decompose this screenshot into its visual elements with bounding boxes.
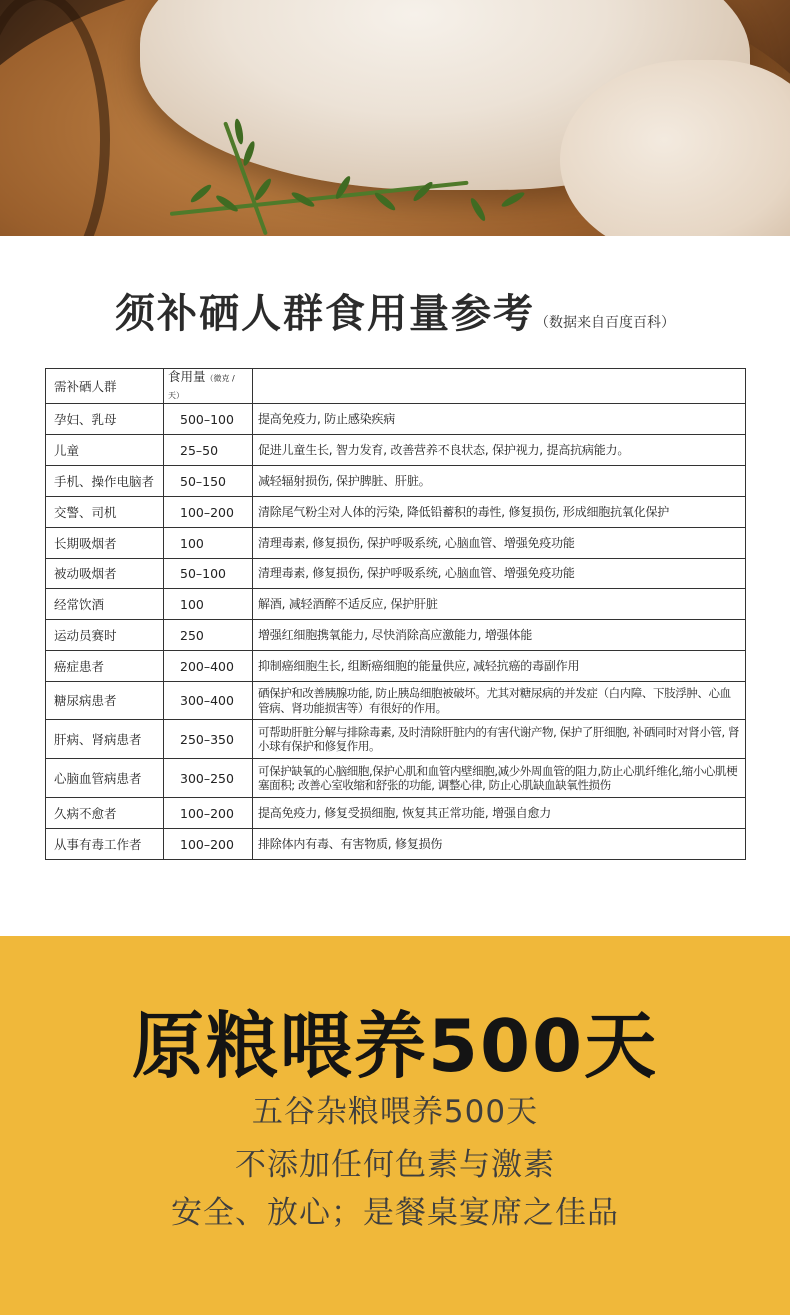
- table-row: [46, 497, 746, 528]
- page-title: 须补硒人群食用量参考: [115, 291, 535, 337]
- promo-headline: 原粮喂养500天: [131, 1004, 659, 1088]
- cell-group: 运动员赛时: [46, 620, 164, 651]
- cell-group: 交警、司机: [46, 497, 164, 528]
- cell-effect: 清除尾气粉尘对人体的污染, 降低铅蓄积的毒性, 修复损伤, 形成细胞抗氧化保护: [253, 497, 746, 528]
- cell-group: 孕妇、乳母: [46, 404, 164, 435]
- cell-amount: 100–200: [164, 798, 253, 829]
- source-note: （数据来自百度百科）: [535, 315, 675, 331]
- table-row: [46, 682, 746, 720]
- cell-effect: 促进儿童生长, 智力发育, 改善营养不良状态, 保护视力, 提高抗病能力。: [253, 435, 746, 466]
- cell-amount: 250: [164, 620, 253, 651]
- cell-amount: 100–200: [164, 497, 253, 528]
- cell-effect: 减轻辐射损伤, 保护脾脏、肝脏。: [253, 466, 746, 497]
- cell-amount: 200–400: [164, 651, 253, 682]
- cell-amount: 300–250: [164, 759, 253, 798]
- promo-line-2: 不添加任何色素与激素: [235, 1147, 555, 1183]
- table-row: [46, 404, 746, 435]
- cell-effect: 清理毒素, 修复损伤, 保护呼吸系统, 心脑血管、增强免疫功能: [253, 559, 746, 589]
- table-row: [46, 829, 746, 860]
- cell-group: 从事有毒工作者: [46, 829, 164, 860]
- promo-band: [0, 936, 790, 1315]
- cell-amount: 100: [164, 589, 253, 620]
- header-amount: [164, 369, 253, 404]
- cell-effect: 提高免疫力, 防止感染疾病: [253, 404, 746, 435]
- hero-photo: [0, 0, 790, 236]
- table-row: [46, 759, 746, 798]
- cell-group: 肝病、肾病患者: [46, 720, 164, 759]
- table-row: [46, 651, 746, 682]
- cell-group: 被动吸烟者: [46, 559, 164, 589]
- header-effect: [253, 369, 746, 404]
- cell-amount: 250–350: [164, 720, 253, 759]
- header-amount-label: 食用量: [168, 369, 206, 384]
- cell-group: 手机、操作电脑者: [46, 466, 164, 497]
- header-group: 需补硒人群: [46, 369, 164, 404]
- cell-group: 儿童: [46, 435, 164, 466]
- table-row: [46, 798, 746, 829]
- table-row: [46, 559, 746, 589]
- cell-amount: 25–50: [164, 435, 253, 466]
- cell-effect: 可帮助肝脏分解与排除毒素, 及时清除肝脏内的有害代谢产物, 保护了肝细胞, 补硒同时对肾小管, 肾小球有保护和修复作用。: [253, 720, 746, 759]
- cell-group: 糖尿病患者: [46, 682, 164, 720]
- cell-effect: 抑制癌细胞生长, 组断癌细胞的能量供应, 减轻抗癌的毒副作用: [253, 651, 746, 682]
- selenium-reference-table: [45, 368, 746, 860]
- cell-group: 长期吸烟者: [46, 528, 164, 559]
- cell-amount: 50–150: [164, 466, 253, 497]
- cell-group: 久病不愈者: [46, 798, 164, 829]
- cell-effect: 提高免疫力, 修复受损细胞, 恢复其正常功能, 增强自愈力: [253, 798, 746, 829]
- cell-effect: 解酒, 减轻酒醉不适反应, 保护肝脏: [253, 589, 746, 620]
- table-header-row: [46, 369, 746, 404]
- cell-amount: 50–100: [164, 559, 253, 589]
- cell-amount: 500–100: [164, 404, 253, 435]
- cell-effect: 硒保护和改善胰腺功能, 防止胰岛细胞被破坏。尤其对糖尿病的并发症（白内障、下肢浮肿、心血管病、肾功能损害等）有很好的作用。: [253, 682, 746, 720]
- cell-amount: 100: [164, 528, 253, 559]
- table-row: [46, 620, 746, 651]
- section-heading: [0, 282, 790, 339]
- cell-amount: 300–400: [164, 682, 253, 720]
- table-row: [46, 528, 746, 559]
- cell-group: 经常饮酒: [46, 589, 164, 620]
- promo-line-1: 五谷杂粮喂养500天: [251, 1094, 539, 1130]
- table-row: [46, 720, 746, 759]
- cell-amount: 100–200: [164, 829, 253, 860]
- cell-effect: 可保护缺氧的心脑细胞,保护心肌和血管内壁细胞,减少外周血管的阻力,防止心肌纤维化,缩小心肌梗塞面积; 改善心室收缩和舒张的功能, 调整心律, 防止心肌缺血缺氧性损伤: [253, 759, 746, 798]
- table-row: [46, 435, 746, 466]
- cell-effect: 清理毒素, 修复损伤, 保护呼吸系统, 心脑血管、增强免疫功能: [253, 528, 746, 559]
- cell-effect: 增强红细胞携氧能力, 尽快消除高应激能力, 增强体能: [253, 620, 746, 651]
- promo-line-3: 安全、放心；是餐桌宴席之佳品: [171, 1195, 619, 1231]
- cell-group: 心脑血管病患者: [46, 759, 164, 798]
- table-row: [46, 466, 746, 497]
- cell-group: 癌症患者: [46, 651, 164, 682]
- table-row: [46, 589, 746, 620]
- cell-effect: 排除体内有毒、有害物质, 修复损伤: [253, 829, 746, 860]
- header-amount-unit: （微克 / 天）: [168, 374, 235, 400]
